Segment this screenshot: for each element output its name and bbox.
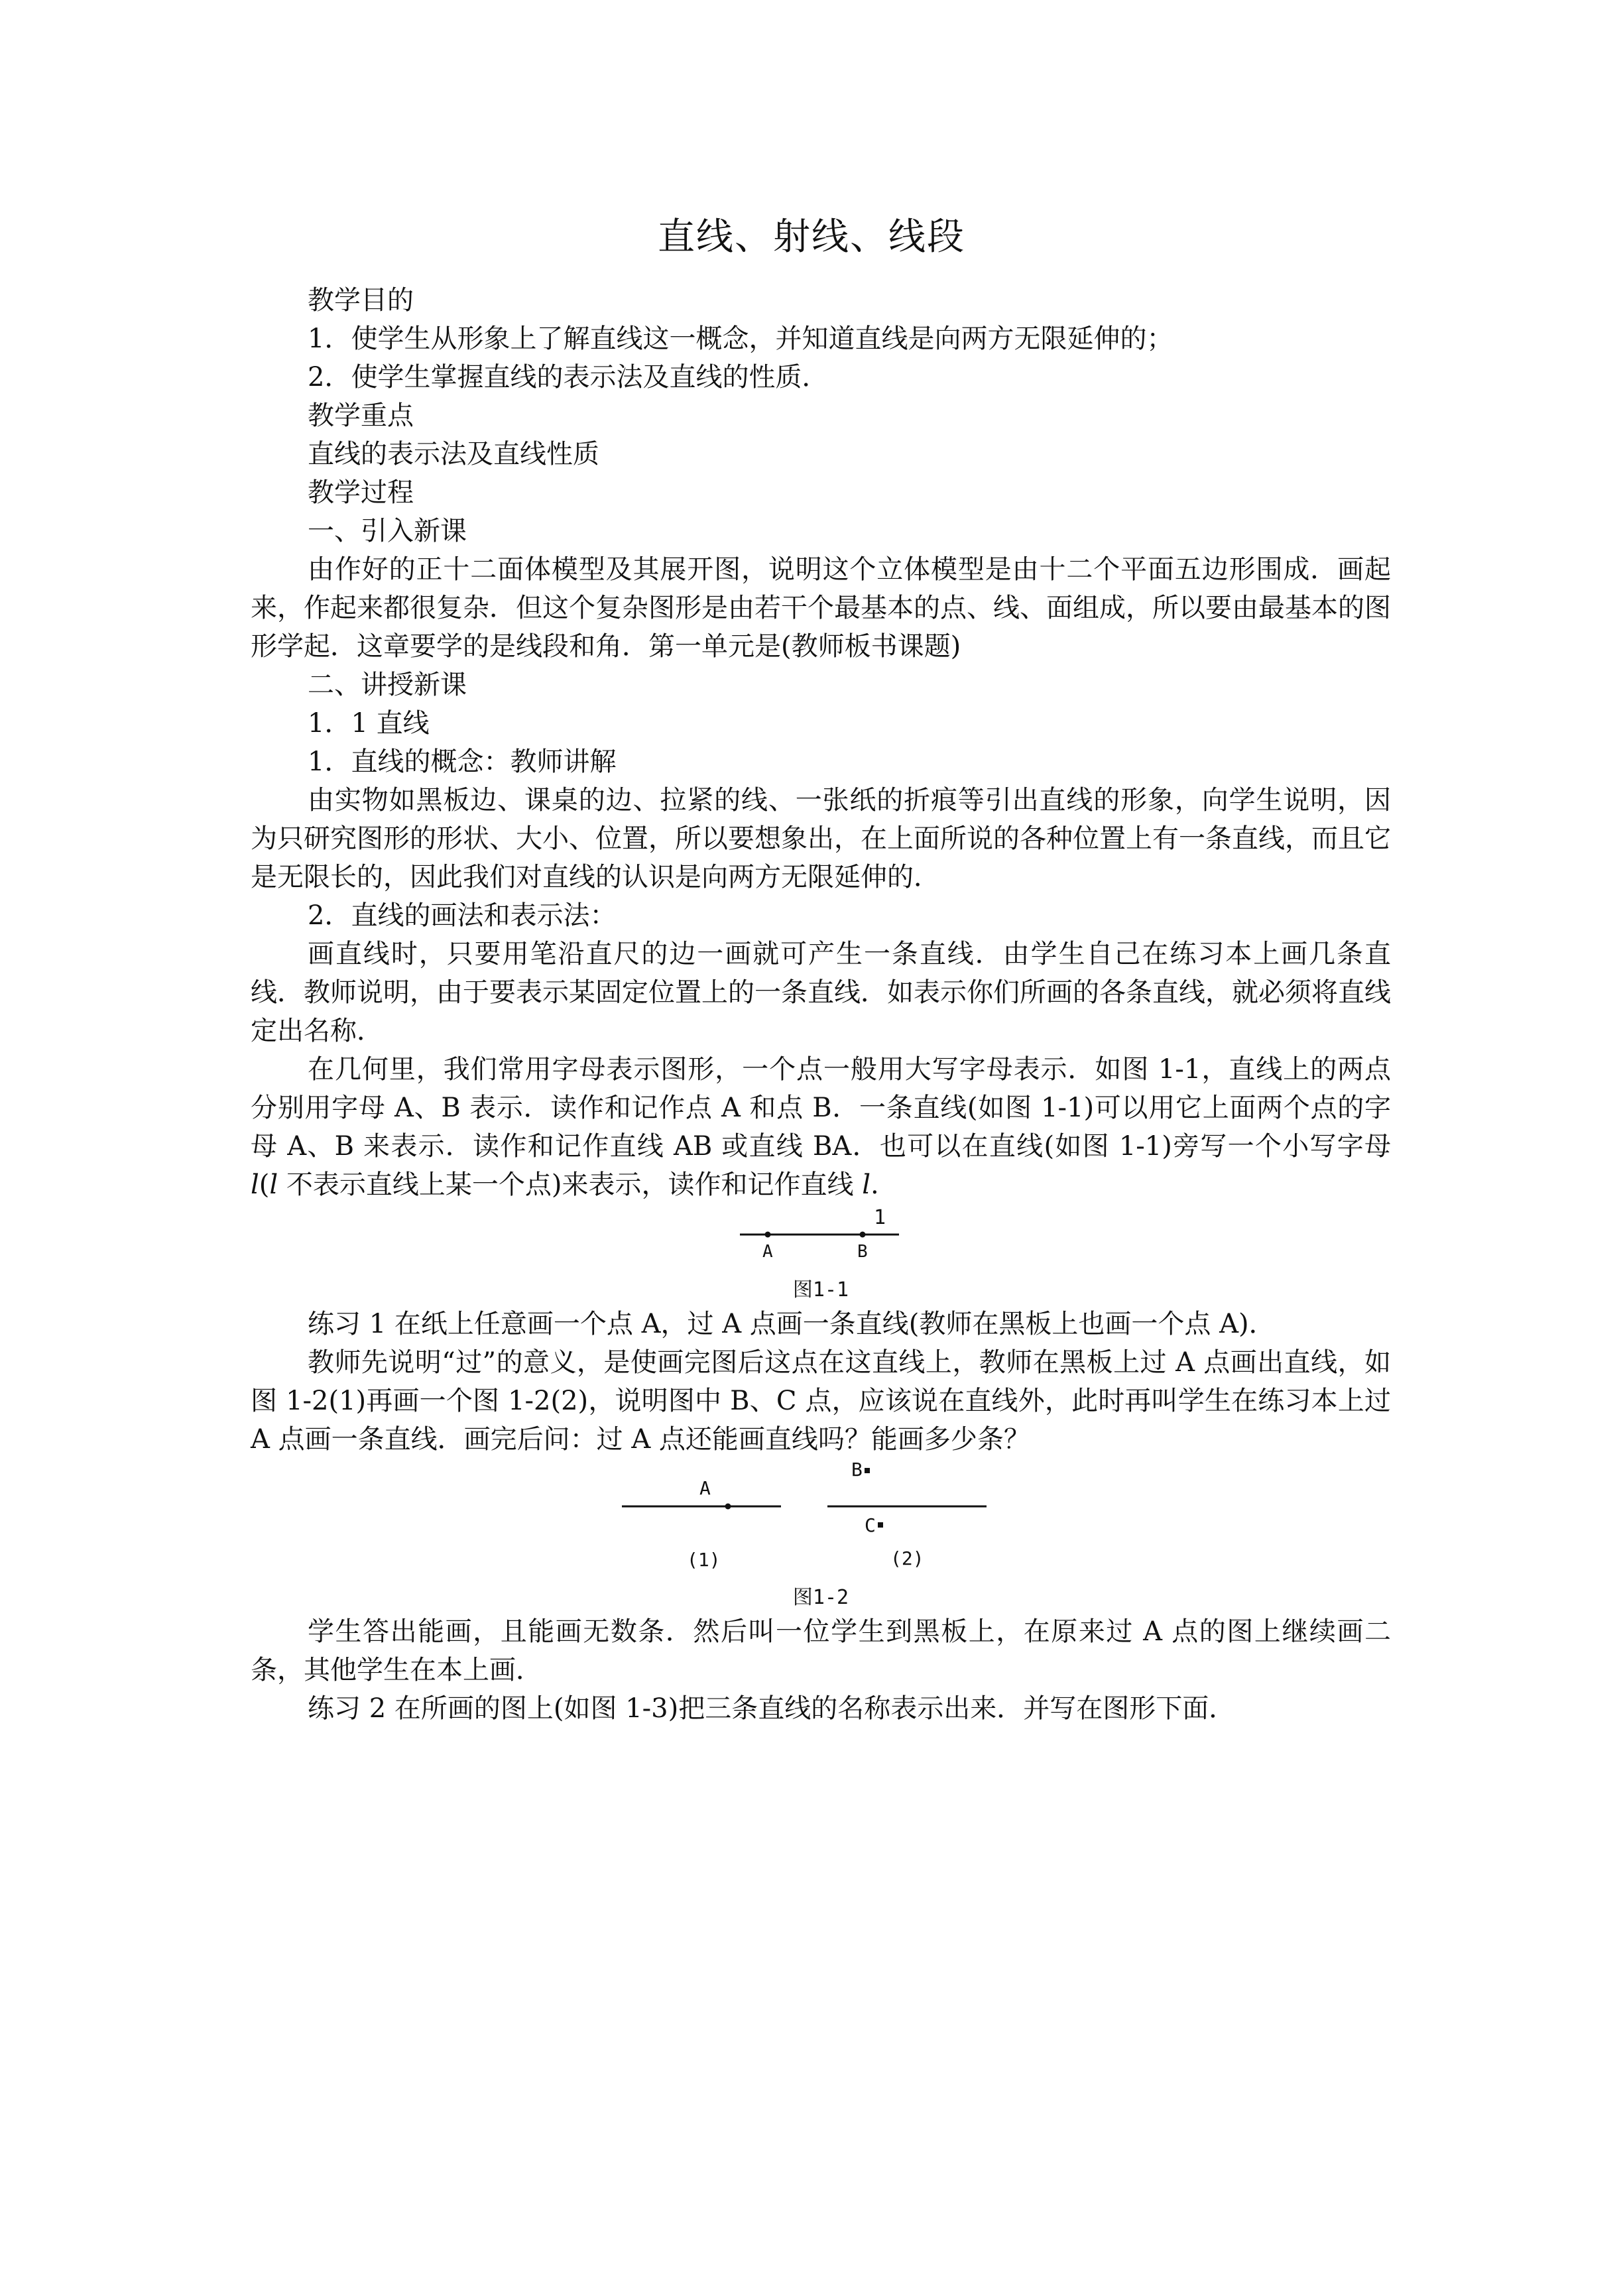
paragraph: 练习 1 在纸上任意画一个点 A，过 A 点画一条直线(教师在黑板上也画一个点 A)． — [308, 1309, 1276, 1339]
paragraph: 二、讲授新课 — [308, 670, 467, 700]
paragraph: 练习 2 在所画的图上(如图 1-3)把三条直线的名称表示出来．并写在图形下面． — [308, 1693, 1236, 1724]
italic-letter: l — [862, 1170, 871, 1200]
paragraph: 教学重点 — [308, 400, 414, 431]
sub-figure-1-label: (1) — [687, 1549, 721, 1571]
document-body — [251, 281, 1391, 1728]
sub-figure-2-label: (2) — [890, 1547, 924, 1569]
paragraph: 教学目的 — [308, 285, 414, 316]
paragraph: 1．使学生从形象上了解直线这一概念，并知道直线是向两方无限延伸的； — [308, 324, 1173, 354]
point-a-dot — [725, 1504, 731, 1510]
text-run: . — [871, 1170, 879, 1200]
paragraph: 2．使学生掌握直线的表示法及直线的性质． — [308, 362, 829, 393]
italic-letter: l — [269, 1170, 278, 1200]
paragraph: 直线的表示法及直线性质 — [308, 439, 599, 469]
paragraph: 2．直线的画法和表示法： — [308, 900, 617, 931]
point-c-dot — [878, 1522, 883, 1528]
paragraph: 由实物如黑板边、课桌的边、拉紧的线、一张纸的折痕等引出直线的形象，向学生说明，因为只研究图形的形状、大小、位置，所以要想象出，在上面所说的各种位置上有一条直线，而且它是无限长的，因此我们对直线的认识是向两方无限延伸的． — [251, 785, 1391, 892]
point-b-dot — [865, 1468, 870, 1473]
page-title: 直线、射线、线段 — [658, 215, 965, 259]
figure-1-2 — [251, 1460, 1391, 1612]
point-a-dot — [765, 1232, 771, 1238]
italic-letter: l — [251, 1170, 259, 1200]
paragraph: 教学过程 — [308, 477, 414, 508]
figure-1-1-caption: 图1-1 — [792, 1278, 849, 1301]
paragraph: 1．1 直线 — [308, 708, 430, 739]
point-c-label: C — [865, 1514, 876, 1536]
paragraph: 教师先说明“过”的意义，是使画完图后这点在这直线上，教师在黑板上过 A 点画出直线，如图 1-2(1)再画一个图 1-2(2)，说明图中 B、C 点，应该说在直线外，此时再叫学生在练习本上过 A 点画一条直线．画完后问：过 A 点还能画直线吗？能画多少条？ — [251, 1347, 1391, 1455]
paragraph: 1．直线的概念：教师讲解 — [308, 747, 617, 777]
point-b-dot — [860, 1232, 866, 1238]
figure-1-1-diagram — [735, 1205, 907, 1265]
text-run: 不表示直线上某一个点)来表示，读作和记作直线 — [278, 1170, 863, 1200]
text-run: 在几何里，我们常用字母表示图形，一个点一般用大写字母表示．如图 1-1，直线上的两点分别用字母 A、B 表示．读作和记作点 A 和点 B．一条直线(如图 1-1)可以用它上面两个点的字母 A、B 来表示．读作和记作直线 AB 或直线 BA．也可以在直线(如图 1-1)旁写一个小写字母 — [251, 1054, 1391, 1162]
paragraph: 学生答出能画，且能画无数条．然后叫一位学生到黑板上，在原来过 A 点的图上继续画二条，其他学生在本上画． — [251, 1616, 1391, 1685]
paragraph: 画直线时，只要用笔沿直尺的边一画就可产生一条直线．由学生自己在练习本上画几条直线．教师说明，由于要表示某固定位置上的一条直线．如表示你们所画的各条直线，就必须将直线定出名称． — [251, 939, 1391, 1046]
text-run: ( — [259, 1170, 270, 1200]
paragraph-notation — [251, 1050, 1391, 1204]
point-a-label: A — [699, 1477, 711, 1499]
point-a-label: A — [762, 1242, 773, 1262]
point-b-label: B — [857, 1242, 868, 1262]
figure-1-2-caption: 图1-2 — [792, 1586, 849, 1609]
line-label: 1 — [874, 1206, 886, 1229]
paragraph: 由作好的正十二面体模型及其展开图，说明这个立体模型是由十二个平面五边形围成．画起来，作起来都很复杂．但这个复杂图形是由若干个最基本的点、线、面组成，所以要由最基本的图形学起．这章要学的是线段和角．第一单元是(教师板书课题) — [251, 554, 1391, 662]
figure-1-1 — [251, 1205, 1391, 1305]
figure-1-2-diagram — [615, 1460, 1026, 1573]
point-b-label: B — [851, 1460, 863, 1480]
paragraph: 一、引入新课 — [308, 516, 467, 546]
